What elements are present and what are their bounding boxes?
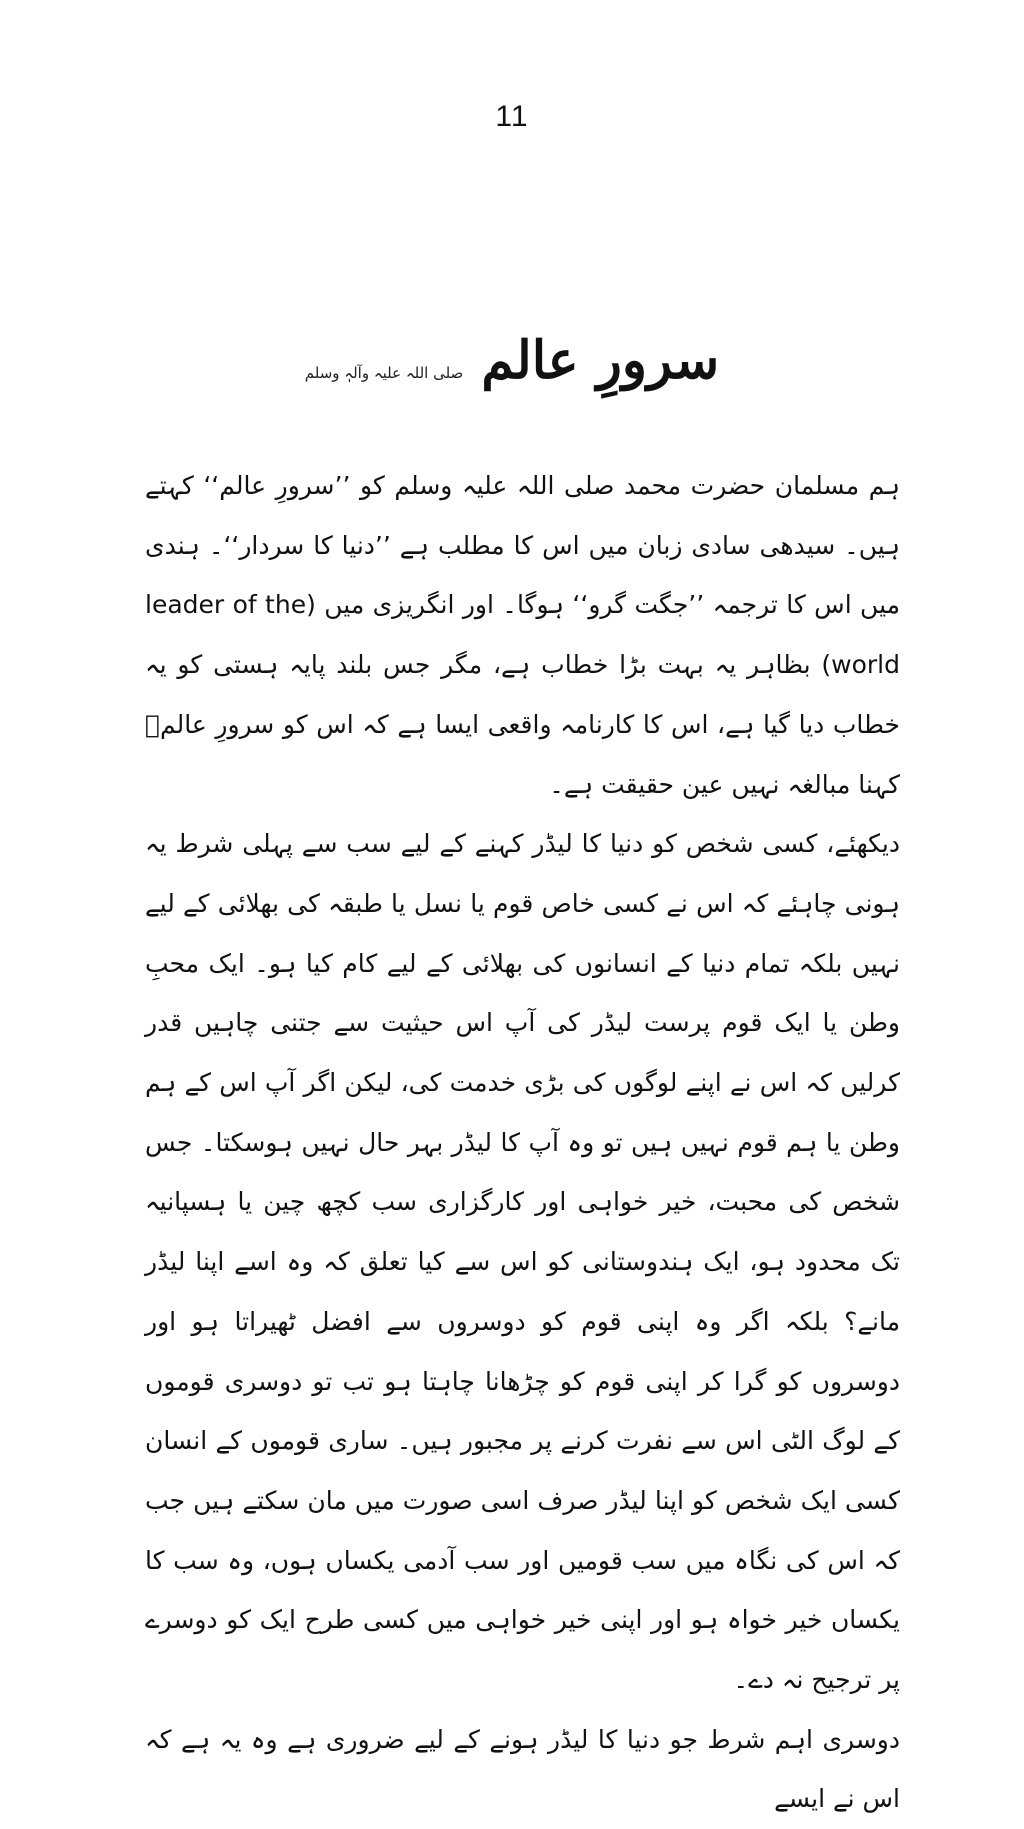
paragraph-1: ہم مسلمان حضرت محمد صلی اللہ علیہ وسلم کو ’’سرورِ عالم‘‘ کہتے ہیں۔ سیدھی سادی زبان میں اس کا مطلب ہے ’’دنیا کا سردار‘‘۔ ہندی میں اس کا ترجمہ ’’جگت گرو‘‘ ہوگا۔ اور انگریزی میں (leader of the world) بظاہر یہ بہت بڑا خطاب ہے، مگر جس بلند پایہ ہستی کو یہ خطاب دیا گیا ہے، اس کا کارنامہ واقعی ایسا ہے کہ اس کو سرورِ عالمؐ کہنا مبالغہ نہیں عین حقیقت ہے۔ [145, 471, 900, 799]
chapter-heading: سرورِ عالم [481, 330, 720, 391]
page-number: 11 [495, 100, 529, 133]
body-text [145, 456, 900, 1814]
chapter-heading-row [0, 330, 1024, 391]
paragraph-2: دیکھئے، کسی شخص کو دنیا کا لیڈر کہنے کے لیے سب سے پہلی شرط یہ ہونی چاہئے کہ اس نے کسی خاص قوم یا نسل یا طبقہ کی بھلائی کے لیے نہیں بلکہ تمام دنیا کے انسانوں کی بھلائی کے لیے کام کیا ہو۔ ایک محبِ وطن یا ایک قوم پرست لیڈر کی آپ اس حیثیت سے جتنی چاہیں قدر کرلیں کہ اس نے اپنے لوگوں کی بڑی خدمت کی، لیکن اگر آپ اس کے ہم وطن یا ہم قوم نہیں ہیں تو وہ آپ کا لیڈر بہر حال نہیں ہوسکتا۔ جس شخص کی محبت، خیر خواہی اور کارگزاری سب کچھ چین یا ہسپانیہ تک محدود ہو، ایک ہندوستانی کو اس سے کیا تعلق کہ وہ اسے اپنا لیڈر مانے؟ بلکہ اگر وہ اپنی قوم کو دوسروں سے افضل ٹھیراتا ہو اور دوسروں کو گرا کر اپنی قوم کو چڑھانا چاہتا ہو تب تو دوسری قوموں کے لوگ الٹی اس سے نفرت کرنے پر مجبور ہیں۔ ساری قوموں کے انسان کسی ایک شخص کو اپنا لیڈر صرف اسی صورت میں مان سکتے ہیں جب کہ اس کی نگاہ میں سب قومیں اور سب آدمی یکساں ہوں، وہ سب کا یکساں خیر خواہ ہو اور اپنی خیر خواہی میں کسی طرح ایک کو دوسرے پر ترجیح نہ دے۔ [145, 829, 900, 1695]
honorific-calligraphy: صلی اللہ علیہ وآلہٖ وسلم [304, 364, 464, 382]
paragraph-3: دوسری اہم شرط جو دنیا کا لیڈر ہونے کے لیے ضروری ہے وہ یہ ہے کہ اس نے ایسے [145, 1724, 900, 1814]
